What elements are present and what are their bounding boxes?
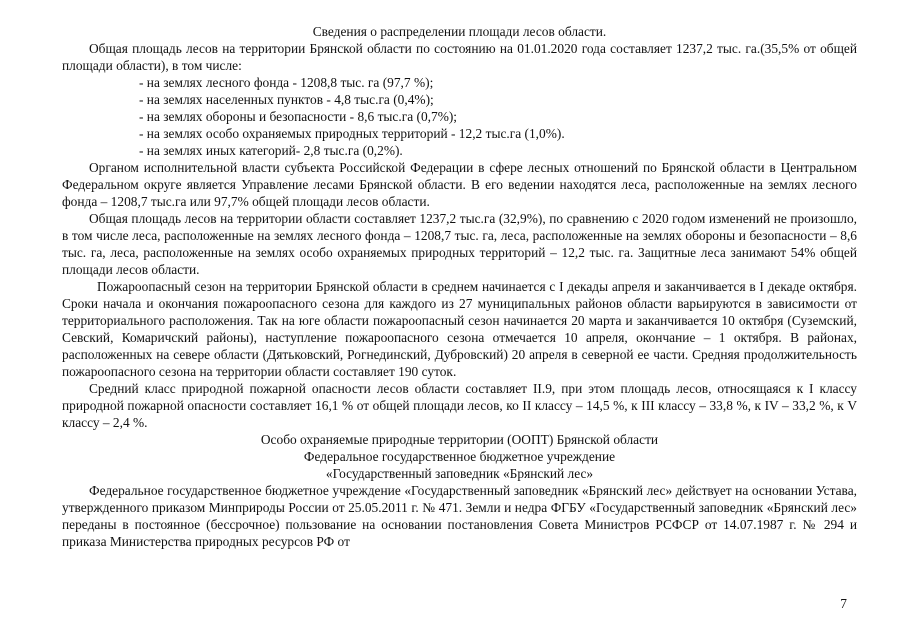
list-item: - на землях населенных пунктов - 4,8 тыс.га (0,4%);	[139, 92, 434, 107]
list-item: - на землях лесного фонда - 1208,8 тыс. га (97,7 %);	[139, 75, 434, 90]
heading-protected-areas: Особо охраняемые природные территории (ООПТ) Брянской области	[260, 432, 659, 447]
heading-institution: Федеральное государственное бюджетное учреждение	[303, 449, 616, 464]
paragraph-reserve: Федеральное государственное бюджетное учреждение «Государственный заповедник «Брянский лес» действует на основании Устава, утвержденного приказом Минприроды России от 25.05.2011 г. № 471. Земли и недра ФГБУ «Государственный заповедник «Брянский лес» переданы в постоянное (бессрочное) пользование на основании постановления Совета Министров РСФСР от 14.07.1987 г. № 294 и приказа Министерства природных ресурсов РФ от	[62, 483, 857, 549]
paragraph-authority: Органом исполнительной власти субъекта Российской Федерации в сфере лесных отношений по Брянской области в Центральном Федеральном округе является Управление лесами Брянской области. В его ведении находятся леса, расположенные на землях лесного фонда – 1208,7 тыс.га или 97,7% общей площади лесов области.	[62, 160, 857, 209]
paragraph-fire-season: Пожароопасный сезон на территории Брянской области в среднем начинается с I декады апреля и заканчивается в I декаде октября. Сроки начала и окончания пожароопасного сезона для каждого из 27 муниципальных районов области варьируются в зависимости от территориального расположения. Так на юге области пожароопасный сезон начинается 20 марта и заканчивается 10 октября (Суземский, Севский, Комаричский районы), наступление пожароопасного сезона отмечается 10 апреля, окончание – 1 октября. В районах, расположенных на севере области (Дятьковский, Рогнединский, Дубровский) 20 апреля в северной ее части. Средняя продолжительность пожароопасного сезона на территории области составляет 190 суток.	[62, 279, 857, 379]
list-item: - на землях иных категорий- 2,8 тыс.га (0,2%).	[139, 143, 403, 158]
paragraph-forest-area: Общая площадь лесов на территории Брянской области по состоянию на 01.01.2020 года составляет 1237,2 тыс. га.(35,5% от общей площади области), в том числе:	[62, 41, 857, 73]
land-category-list	[62, 74, 857, 159]
section-title: Сведения о распределении площади лесов области.	[312, 24, 607, 39]
list-item: - на землях обороны и безопасности - 8,6 тыс.га (0,7%);	[139, 109, 458, 124]
document-page	[62, 4, 857, 636]
page-number: 7	[840, 596, 847, 611]
list-item: - на землях особо охраняемых природных территорий - 12,2 тыс.га (1,0%).	[139, 126, 565, 141]
paragraph-fire-class: Средний класс природной пожарной опасности лесов области составляет II.9, при этом площадь лесов, относящаяся к I классу природной пожарной опасности составляет 16,1 % от общей площади лесов, ко II классу – 14,5 %, к III классу – 33,8 %, к IV – 33,2 %, к V классу – 2,4 %.	[62, 381, 857, 430]
paragraph-total-area: Общая площадь лесов на территории области составляет 1237,2 тыс.га (32,9%), по сравнению с 2020 годом изменений не произошло, в том числе леса, расположенные на землях лесного фонда – 1208,7 тыс. га, леса, расположенные на землях обороны и безопасности – 8,6 тыс. га, леса, расположенные на землях особо охраняемых природных территорий – 12,2 тыс. га. Защитные леса занимают 54% общей площади лесов области.	[62, 211, 857, 277]
heading-reserve-name: «Государственный заповедник «Брянский лес»	[325, 466, 594, 481]
